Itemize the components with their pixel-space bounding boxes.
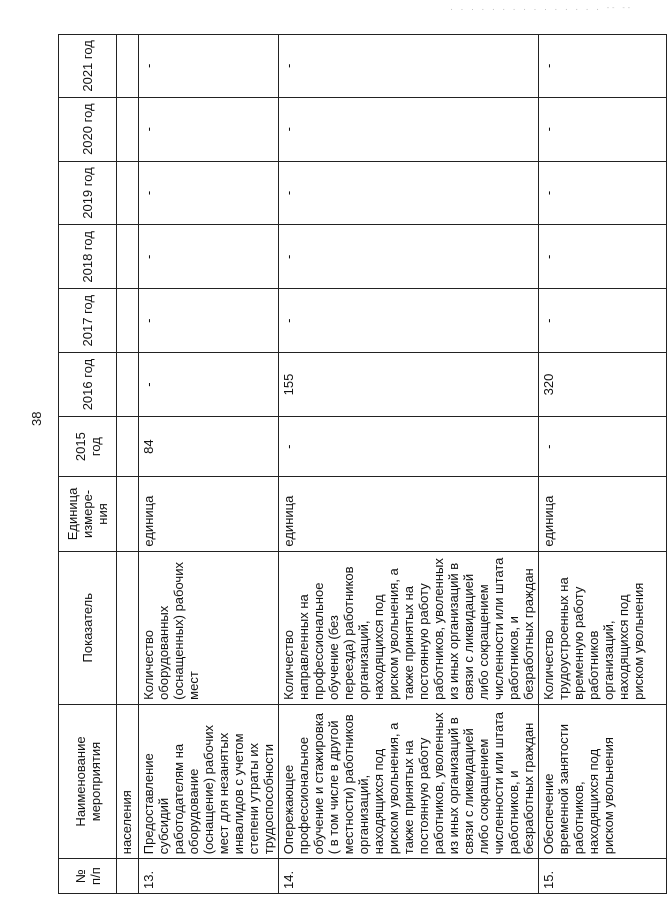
col-header-2016: 2016 год	[59, 353, 117, 417]
continuation-row	[117, 35, 139, 894]
value-2017: -	[279, 289, 539, 353]
col-header-event: Наименование мероприятия	[59, 704, 117, 858]
table-cell	[117, 859, 139, 894]
row-number: 15.	[539, 859, 667, 894]
value-2018: -	[279, 225, 539, 289]
row-number: 13.	[139, 859, 279, 894]
value-2018: -	[539, 225, 667, 289]
value-2019: -	[539, 161, 667, 225]
value-2018: -	[139, 225, 279, 289]
col-header-2019: 2019 год	[59, 161, 117, 225]
table-cell	[117, 353, 139, 417]
table-cell	[117, 551, 139, 704]
row-number: 14.	[279, 859, 539, 894]
events-table	[58, 34, 667, 894]
table-row	[139, 35, 279, 894]
col-header-2017: 2017 год	[59, 289, 117, 353]
table-cell	[117, 225, 139, 289]
col-header-2015: 2015 год	[59, 416, 117, 476]
event-name: Предоставление субсидий работодателям на оборудование (оснащение) рабочих мест для незанятых инвалидов с учетом степени утраты их трудоспособности	[139, 704, 279, 858]
continuation-text: населения	[117, 704, 139, 858]
value-2021: -	[139, 35, 279, 98]
col-header-num: № п/п	[59, 859, 117, 894]
value-2015: -	[539, 416, 667, 476]
value-2019: -	[139, 161, 279, 225]
indicator-name: Количество направленных на профессиональное обучение (без переезда) работников организаций, находящихся под риском увольнения, а также принятых на постоянную работу работников, уволенных из иных организаций в связи с ликвидацией либо сокращением численности или штата работников, и безработных граждан	[279, 551, 539, 704]
value-2017: -	[139, 289, 279, 353]
value-2020: -	[139, 97, 279, 161]
col-header-unit: Единица измере-ния	[59, 477, 117, 551]
table-cell	[117, 416, 139, 476]
indicator-name: Количество оборудованных (оснащенных) рабочих мест	[139, 551, 279, 704]
indicator-name: Количество трудоустроенных на временную работу работников организаций, находящихся под риском увольнения	[539, 551, 667, 704]
value-2016: 155	[279, 353, 539, 417]
event-name: Опережающее профессиональное обучение и стажировка ( в том числе в другой местности) работников организаций, находящихся под риском увольнения, а также принятых на постоянную работу работников, уволенных из иных организаций в связи с ликвидацией либо сокращением численности или штата работников, и безработных граждан	[279, 704, 539, 858]
table-row	[279, 35, 539, 894]
table-cell	[117, 35, 139, 98]
value-2021: -	[279, 35, 539, 98]
unit: единица	[539, 477, 667, 551]
unit: единица	[139, 477, 279, 551]
unit: единица	[279, 477, 539, 551]
value-2017: -	[539, 289, 667, 353]
scan-artifact: . . . . . . . . . . . . . . . -- --	[449, 4, 632, 12]
value-2020: -	[279, 97, 539, 161]
value-2020: -	[539, 97, 667, 161]
page-number: 38	[29, 411, 44, 426]
value-2015: -	[279, 416, 539, 476]
header-row	[59, 35, 117, 894]
col-header-2020: 2020 год	[59, 97, 117, 161]
table-cell	[117, 477, 139, 551]
value-2019: -	[279, 161, 539, 225]
value-2015: 84	[139, 416, 279, 476]
table-cell	[117, 289, 139, 353]
table-row	[539, 35, 667, 894]
col-header-indicator: Показатель	[59, 551, 117, 704]
rotated-table-wrapper	[58, 34, 646, 894]
table-cell	[117, 97, 139, 161]
event-name: Обеспечение временной занятости работников, находящихся под риском увольнения	[539, 704, 667, 858]
table-cell	[117, 161, 139, 225]
value-2016: -	[139, 353, 279, 417]
col-header-2021: 2021 год	[59, 35, 117, 98]
col-header-2018: 2018 год	[59, 225, 117, 289]
value-2021: -	[539, 35, 667, 98]
value-2016: 320	[539, 353, 667, 417]
